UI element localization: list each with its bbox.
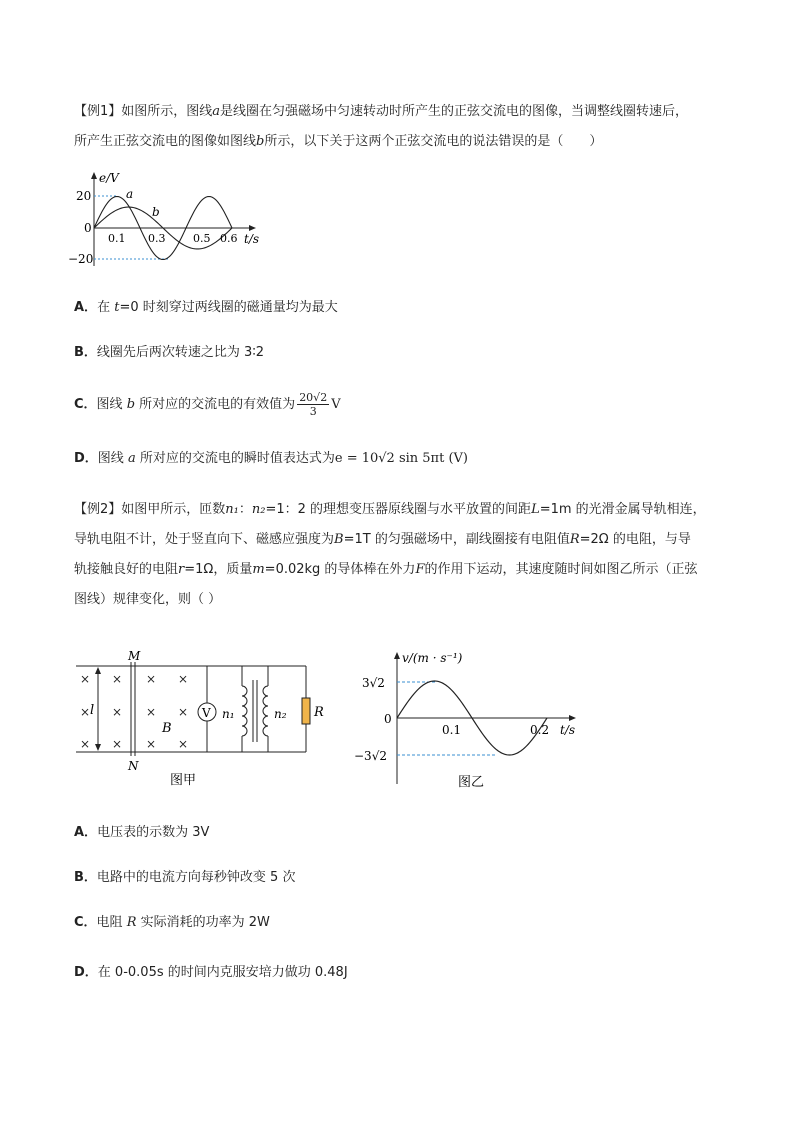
q2-option-d[interactable]: D．在 0-0.05s 的时间内克服安培力做功 0.48J: [74, 965, 348, 980]
field-mark: ×: [80, 705, 91, 719]
field-mark: ×: [112, 737, 123, 751]
label-n2: n₂: [274, 707, 287, 721]
field-mark: ×: [146, 705, 157, 719]
x-tick-0.1: 0.1: [442, 723, 462, 737]
label-M: M: [128, 650, 141, 663]
q1-option-d[interactable]: D．图线 a 所对应的交流电的瞬时值表达式为e = 10√2 sin 5πt (V): [74, 451, 468, 466]
x-tick-0.3: 0.3: [148, 232, 166, 245]
q1-graph: [66, 168, 266, 272]
curve-a-label: a: [126, 187, 134, 201]
x-tick-0.6: 0.6: [220, 232, 238, 245]
label-N: N: [128, 759, 139, 773]
x-tick-0.5: 0.5: [193, 232, 211, 245]
q2-line4: 图线）规律变化，则（ ）: [74, 592, 222, 607]
field-mark: ×: [146, 672, 157, 686]
field-mark: ×: [178, 672, 189, 686]
q1-option-c[interactable]: C．图线 b 所对应的交流电的有效值为 $\frac{20√2}{3}$ V: [74, 391, 341, 418]
caption-yi: 图乙: [458, 775, 485, 790]
field-mark: ×: [112, 672, 123, 686]
field-mark: ×: [80, 672, 91, 686]
x-tick-0.2: 0.2: [530, 723, 550, 737]
q2-line2: 导轨电阻不计，处于竖直向下、磁感应强度为B=1T 的匀强磁场中，副线圈接有电阻值R=2Ω 的电阻，与导: [74, 532, 691, 547]
field-mark: ×: [178, 737, 189, 751]
label-l: l: [90, 703, 95, 718]
x-tick-0.1: 0.1: [108, 232, 126, 245]
y-tick-top: 20: [76, 189, 92, 203]
y-axis-arrow: [394, 652, 400, 659]
curve-b-label: b: [152, 205, 160, 219]
q2-line1: 【例2】如图甲所示，匝数n₁：n₂=1：2 的理想变压器原线圈与水平放置的间距L=1m 的光滑金属导轨相连，: [74, 502, 706, 517]
q1-option-a[interactable]: A．在 t=0 时刻穿过两线圈的磁通量均为最大: [74, 300, 338, 315]
label-n1: n₁: [222, 707, 235, 721]
q2-option-a[interactable]: A．电压表的示数为 3V: [74, 825, 210, 840]
y-axis-arrow: [91, 172, 97, 179]
q1-option-b[interactable]: B．线圈先后两次转速之比为 3∶2: [74, 345, 264, 360]
caption-jia: 图甲: [170, 773, 197, 788]
q1-line2: 所产生正弦交流电的图像如图线b所示，以下关于这两个正弦交流电的说法错误的是（ ）: [74, 134, 603, 149]
field-mark: ×: [146, 737, 157, 751]
q2-option-b[interactable]: B．电路中的电流方向每秒钟改变 5 次: [74, 870, 296, 885]
y-axis-label: e/V: [99, 171, 119, 185]
q1-line1: 【例1】如图所示，图线a是线圈在匀强磁场中匀速转动时所产生的正弦交流电的图像，当调整线圈转速后，: [74, 104, 689, 119]
y-tick-bottom: −20: [68, 252, 94, 266]
field-marks: [80, 672, 188, 751]
q2-velocity-graph: [350, 644, 590, 794]
x-axis-arrow: [569, 715, 576, 721]
y-tick-bottom: −3√2: [354, 749, 387, 763]
fraction: $\frac{20√2}{3}$: [299, 391, 328, 418]
arrow-head-down: [95, 744, 101, 751]
field-mark: ×: [80, 737, 91, 751]
voltmeter-label: V: [202, 706, 211, 720]
y-tick-top: 3√2: [362, 676, 385, 690]
x-axis-label: t/s: [244, 232, 260, 246]
label-R: R: [314, 705, 324, 720]
arrow-head-up: [95, 667, 101, 674]
x-axis-label: t/s: [560, 723, 576, 737]
field-mark: ×: [112, 705, 123, 719]
q2-option-c[interactable]: C．电阻 R 实际消耗的功率为 2W: [74, 915, 270, 930]
x-axis-arrow: [249, 225, 256, 231]
y-axis-label: v/(m · s⁻¹): [402, 651, 463, 665]
q2-circuit-figure: [70, 650, 330, 790]
resistor: [302, 698, 310, 724]
origin-label: 0: [384, 712, 392, 726]
primary-coil: [242, 686, 247, 736]
q2-line3: 轨接触良好的电阻r=1Ω，质量m=0.02kg 的导体棒在外力F的作用下运动，其速度随时间如图乙所示（正弦: [74, 562, 698, 577]
secondary-coil: [263, 686, 268, 736]
origin-label: 0: [84, 221, 92, 235]
field-mark: ×: [178, 705, 189, 719]
label-B: B: [162, 721, 172, 736]
